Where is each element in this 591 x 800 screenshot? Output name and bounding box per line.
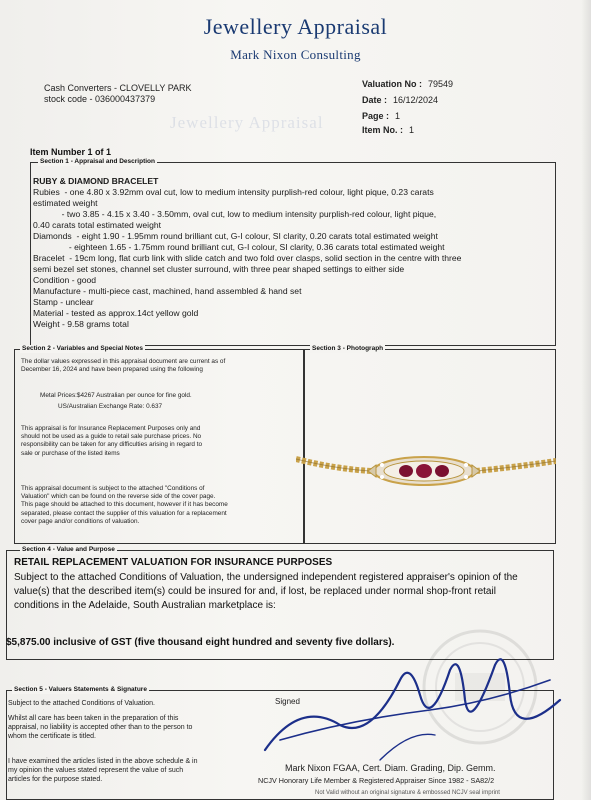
background-watermark: Jewellery Appraisal [170,113,324,132]
description-line: estimated weight [33,198,98,208]
document-title: Jewellery Appraisal [203,14,388,39]
section1-label: Section 1 - Appraisal and Description [40,158,155,165]
description-line: Weight - 9.58 grams total [33,319,129,329]
examination-line: my opinion the values stated represent the value of such [8,767,184,774]
ruby-right [435,465,449,477]
description-line: - eighteen 1.65 - 1.75mm round brilliant cut, G-I colour, SI clarity, 0.36 carats total estimated weight [33,242,445,252]
intro-line: December 16, 2024 and have been prepared using the following [21,366,203,374]
description-line: Material - tested as approx.14ct yellow gold [33,308,199,318]
page-number: Page : 1 [362,111,401,121]
examination-statement [8,757,248,784]
liability-line: appraisal, no liability is accepted other than to the person to [8,724,193,731]
description-line: semi bezel set stones, channel set cluster surround, with three pear shaped settings to either side [33,264,405,274]
description-line: Rubies - one 4.80 x 3.92mm oval cut, low to medium intensity purplish-red colour, light pique, 0.23 carats [33,187,434,197]
description-line: Condition - good [33,275,97,285]
signer-credentials: Mark Nixon FGAA, Cert. Diam. Grading, Dip. Gemm. [285,763,496,773]
disclaimer-line: This appraisal is for Insurance Replacement Purposes only and [21,425,201,432]
retail-valuation-title: RETAIL REPLACEMENT VALUATION FOR INSURANCE PURPOSES [14,557,333,568]
section2-intro [21,358,301,374]
section3-label: Section 3 - Photograph [312,345,384,352]
valuation-date: Date : 16/12/2024 [362,95,439,105]
description-line: Stamp - unclear [33,297,94,307]
conditions-statement: Subject to the attached Conditions of Valuation. [8,700,155,707]
conditions-note [21,485,301,526]
examination-line: articles for the purpose stated. [8,776,103,783]
examination-line: I have examined the articles listed in the above schedule & in [8,758,198,765]
chain-right [476,461,556,471]
conditions-line: This page should be attached to this document, however if it has become [21,501,228,509]
description-line: 0.40 carats total estimated weight [33,220,162,230]
exchange-rate: US/Australian Exchange Rate: 0.637 [58,403,163,410]
description-line: Diamonds - eight 1.90 - 1.95mm round brilliant cut, G-I colour, SI clarity, 0.20 carats total estimated weight [33,231,438,241]
ruby-left [399,465,413,477]
ruby-center [416,464,432,478]
conditions-line: Valuation" which can be found on the reverse side of the cover page. [21,493,216,501]
stock-code: stock code - 036000437379 [44,94,156,104]
section1-description [33,176,553,330]
document-subtitle: Mark Nixon Consulting [230,47,361,62]
handwritten-signature [260,640,570,765]
description-line: Manufacture - multi-piece cast, machined, hand assembled & hand set [33,286,302,296]
description-line: Bracelet - 19cm long, flat curb link with slide catch and two fold over clasps, solid section in the centre with three [33,253,462,263]
validity-footer: Not Valid without an original signature & embossed NCJV seal imprint [315,790,500,796]
item-number-meta: Item No. : 1 [362,125,415,135]
conditions-line: separated, please contact the supplier of this valuation for a replacement [21,509,227,517]
disclaimer-line: responsibility can be taken for any difficulties arising in regard to [21,441,203,449]
section5-label: Section 5 - Valuers Statements & Signature [14,686,147,693]
liability-line: Whilst all care has been taken in the preparation of this [8,715,179,722]
conditions-line: This appraisal document is subject to the attached "Conditions of [21,485,205,492]
retail-valuation-body: Subject to the attached Conditions of Valuation, the undersigned independent registered appraiser's opinion of the value(s) that the described item(s) could be insured for and, if lost, be replaced under normal shop-front retail conditions in the Adelaide, South Australian marketplace is: [14,572,518,611]
conditions-line: cover page and/or conditions of valuation. [21,517,140,525]
bracelet-photo [296,449,556,499]
section3-box [304,349,556,544]
item-heading: RUBY & DIAMOND BRACELET [33,176,159,186]
center-setting [368,457,480,485]
signer-membership: NCJV Honorary Life Member & Registered Appraiser Since 1982 - SA82/2 [258,776,495,785]
valuation-number: Valuation No : 79549 [362,79,454,89]
signed-label: Signed [275,697,300,706]
intro-line: The dollar values expressed in this appraisal document are current as of [21,358,226,365]
insurance-disclaimer [21,425,301,458]
liability-line: whom the certificate is titled. [8,733,96,740]
description-line: - two 3.85 - 4.15 x 3.40 - 3.50mm, oval cut, low to medium intensity purplish-red colour, light pique, [33,209,437,219]
page-edge-shadow [581,0,591,800]
metal-prices: Metal Prices:$4267 Australian per ounce for fine gold. [40,392,192,399]
item-number: Item Number 1 of 1 [30,147,112,157]
chain-left [296,459,371,471]
disclaimer-line: should not be used as a guide to retail sale purchase prices. No [21,433,202,441]
liability-statement [8,714,248,741]
disclaimer-line: sale or purchase of the listed items [21,449,120,457]
section4-label: Section 4 - Value and Purpose [22,546,115,553]
valuation-amount: $5,875.00 inclusive of GST (five thousand eight hundred and seventy five dollars). [6,637,395,648]
client-name: Cash Converters - CLOVELLY PARK [44,83,192,93]
section2-label: Section 2 - Variables and Special Notes [22,345,144,352]
